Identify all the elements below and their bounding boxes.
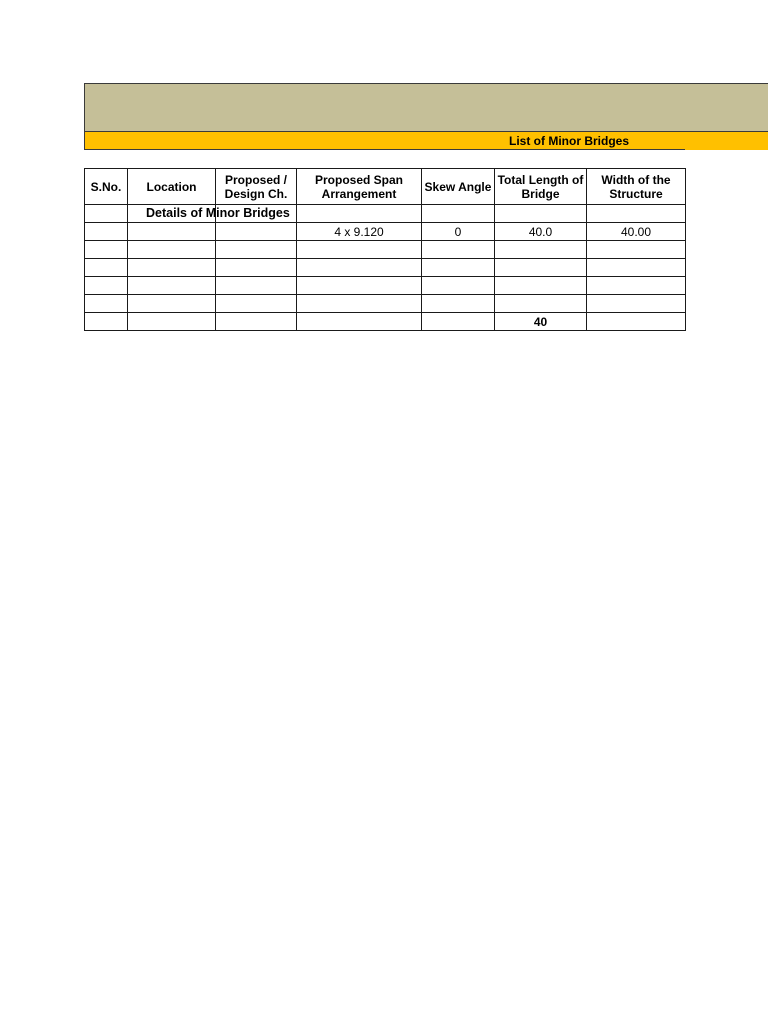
table-cell[interactable] — [128, 259, 216, 277]
span-arrangement-cell[interactable]: 4 x 9.120 — [297, 223, 422, 241]
table-cell[interactable] — [495, 205, 587, 223]
table-row — [85, 241, 686, 259]
table-row — [85, 277, 686, 295]
table-cell[interactable] — [587, 259, 686, 277]
table-row — [85, 259, 686, 277]
table-cell[interactable] — [128, 241, 216, 259]
total-row — [85, 313, 686, 331]
table-cell[interactable] — [422, 277, 495, 295]
section-heading: Details of Minor Bridges — [146, 206, 290, 220]
table-cell[interactable] — [495, 277, 587, 295]
table-cell[interactable] — [422, 313, 495, 331]
table-cell[interactable] — [128, 223, 216, 241]
header-band — [84, 83, 768, 131]
table-cell[interactable] — [422, 259, 495, 277]
table-cell[interactable] — [216, 313, 297, 331]
table-cell[interactable] — [85, 259, 128, 277]
col-header-design-ch: Proposed / Design Ch. — [216, 169, 297, 205]
sheet-title: List of Minor Bridges — [509, 134, 629, 148]
table-cell[interactable] — [587, 205, 686, 223]
table-cell[interactable] — [85, 205, 128, 223]
table-row — [85, 223, 686, 241]
table-cell[interactable] — [297, 205, 422, 223]
table-cell[interactable] — [85, 295, 128, 313]
table-cell[interactable] — [587, 241, 686, 259]
title-band-divider — [84, 149, 685, 150]
table-cell[interactable] — [128, 277, 216, 295]
table-cell[interactable] — [422, 295, 495, 313]
table-cell[interactable] — [297, 295, 422, 313]
table-cell[interactable] — [216, 241, 297, 259]
table-row — [85, 295, 686, 313]
skew-angle-cell[interactable]: 0 — [422, 223, 495, 241]
total-length-sum-cell[interactable]: 40 — [495, 313, 587, 331]
col-header-span-arrangement: Proposed Span Arrangement — [297, 169, 422, 205]
col-header-total-length: Total Length of Bridge — [495, 169, 587, 205]
minor-bridges-table — [84, 168, 686, 331]
table-cell[interactable] — [495, 259, 587, 277]
table-cell[interactable] — [587, 313, 686, 331]
header-row — [85, 169, 686, 205]
table-cell[interactable] — [216, 259, 297, 277]
col-header-skew-angle: Skew Angle — [422, 169, 495, 205]
table-cell[interactable] — [587, 295, 686, 313]
title-band — [84, 131, 768, 150]
col-header-sno: S.No. — [85, 169, 128, 205]
table-cell[interactable] — [495, 241, 587, 259]
table-cell[interactable] — [422, 241, 495, 259]
table-cell[interactable] — [297, 241, 422, 259]
table-cell[interactable] — [216, 277, 297, 295]
table-cell[interactable] — [128, 313, 216, 331]
table-row — [85, 205, 686, 223]
total-length-cell[interactable]: 40.0 — [495, 223, 587, 241]
table-cell[interactable] — [216, 295, 297, 313]
table-cell[interactable] — [422, 205, 495, 223]
table-cell[interactable] — [297, 277, 422, 295]
table-cell[interactable] — [85, 313, 128, 331]
table-cell[interactable] — [128, 205, 290, 223]
table-cell[interactable] — [297, 313, 422, 331]
col-header-location: Location — [128, 169, 216, 205]
table-cell[interactable] — [297, 259, 422, 277]
table-cell[interactable] — [85, 241, 128, 259]
table-cell[interactable] — [128, 295, 216, 313]
table-cell[interactable] — [85, 223, 128, 241]
table-cell[interactable] — [85, 277, 128, 295]
col-header-width: Width of the Structure — [587, 169, 686, 205]
table-cell[interactable] — [216, 223, 297, 241]
width-cell[interactable]: 40.00 — [587, 223, 686, 241]
table-cell[interactable] — [495, 295, 587, 313]
table-cell[interactable] — [587, 277, 686, 295]
